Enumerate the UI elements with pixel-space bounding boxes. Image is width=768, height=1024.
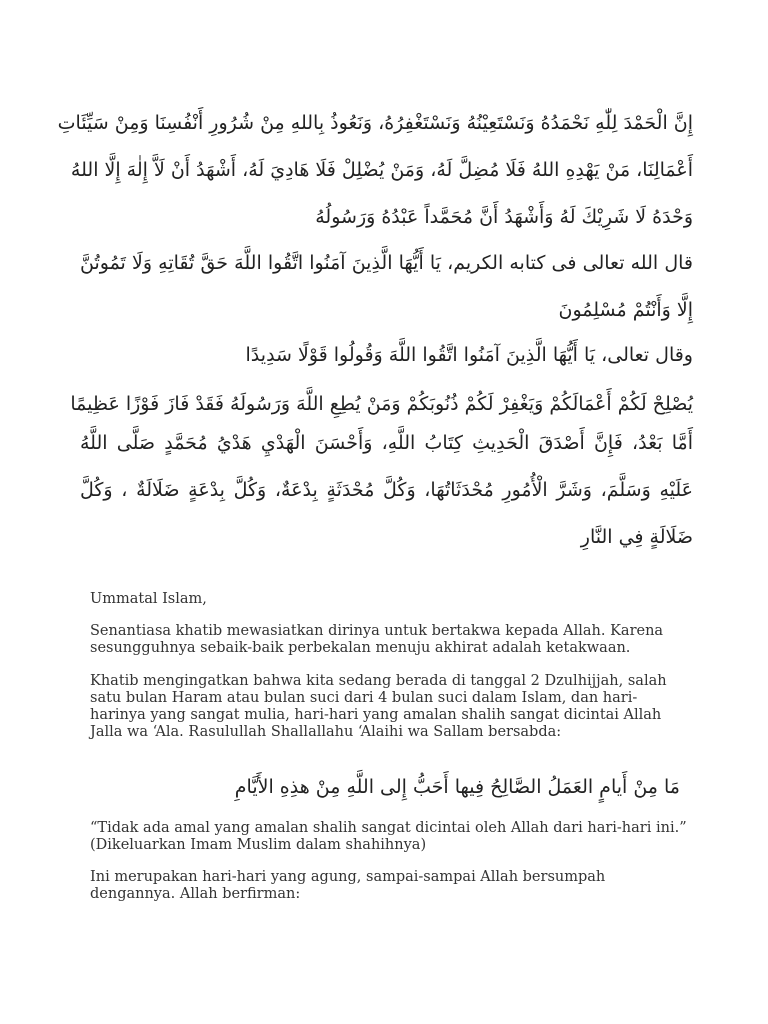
paragraph-wasiat: Senantiasa khatib mewasiatkan dirinya untuk bertakwa kepada Allah. Karena sesungguhnya sebaik-baik perbekalan menuju akhirat adalah ketakwaan. — [90, 623, 664, 656]
arabic-hadith: مَا مِنْ أَيامٍ العَمَلُ الصَّالِحُ فِيها أَحَبُّ إِلى اللَّهِ مِنْ هذِهِ الأَيَّامِ — [234, 776, 680, 798]
arabic-khutbah-line-1: إِنَّ الْحَمْدَ لِلّٰهِ نَحْمَدُهُ وَنَسْتَعِيْنُهُ وَنَسْتَغْفِرُهُ، وَنَعُوذُ بِاللهِ مِنْ شُرُورِ أَنْفُسِنَا وَمِنْ سَيِّئَاتِ — [57, 112, 693, 134]
paragraph-dzulhijjah: Khatib mengingatkan bahwa kita sedang berada di tanggal 2 Dzulhijjah, salah satu bulan Haram atau bulan suci dari 4 bulan suci dalam Islam, dan hari-harinya yang sangat mulia, hari-hari yang amalan shalih sangat dicintai Allah Jalla wa ‘Ala. Rasulullah Shallallahu ‘Alaihi wa Sallam bersabda: — [90, 673, 667, 740]
arabic-quran-ali-imran: قال الله تعالى فى كتابه الكريم، يَا أَيُّهَا الَّذِينَ آمَنُوا اتَّقُوا اللَّهَ حَقَّ تُقَاتِهِ وَلَا تَمُوتُنَّ إِلَّا وَأَنْتُمْ مُسْلِمُونَ — [80, 252, 693, 321]
arabic-khutbah-line-3: وَحْدَهُ لَا شَرِيْكَ لَهُ وَأَشْهَدُ أَنَّ مُحَمَّداً عَبْدُهُ وَرَسُولُهُ — [315, 206, 693, 228]
arabic-quran-ahzab-70: وقال تعالى، يَا أَيُّهَا الَّذِينَ آمَنُوا اتَّقُوا اللَّهَ وَقُولُوا قَوْلًا سَدِيدًا — [245, 344, 693, 366]
paragraph-allah-bersumpah: Ini merupakan hari-hari yang agung, sampai-sampai Allah bersumpah dengannya. Allah berfirman: — [90, 869, 606, 902]
greeting-text: Ummatal Islam, — [90, 591, 207, 607]
hadith-translation: “Tidak ada amal yang amalan shalih sangat dicintai oleh Allah dari hari-hari ini.” (Dikeluarkan Imam Muslim dalam shahihnya) — [90, 820, 687, 853]
arabic-amma-badu: أَمَّا بَعْدُ، فَإِنَّ أَصْدَقَ الْحَدِيثِ كِتَابُ اللَّهِ، وَأَحْسَنَ الْهَدْيِ هَدْيُ مُحَمَّدٍ صَلَّى اللَّهُ عَلَيْهِ وَسَلَّمَ، وَشَرَّ الْأُمُورِ مُحْدَثَاتُهَا، وَكُلَّ مُحْدَثَةٍ بِدْعَةٌ، وَكُلَّ بِدْعَةٍ ضَلَالَةٌ ، وَكُلَّ ضَلَالَةٍ فِي النَّارِ — [80, 432, 693, 548]
arabic-khutbah-line-2: أَعْمَالِنَا، مَنْ يَهْدِهِ اللهُ فَلَا مُضِلَّ لَهُ، وَمَنْ يُضْلِلْ فَلَا هَادِيَ لَهُ، أَشْهَدُ أَنْ لَاَّ إِلٰهَ إِلَّا اللهُ — [70, 159, 693, 181]
arabic-quran-ahzab-71: يُصْلِحْ لَكُمْ أَعْمَالَكُمْ وَيَغْفِرْ لَكُمْ ذُنُوبَكُمْ وَمَنْ يُطِعِ اللَّهَ وَرَسُولَهُ فَقَدْ فَازَ فَوْزًا عَظِيمًا — [70, 393, 693, 415]
